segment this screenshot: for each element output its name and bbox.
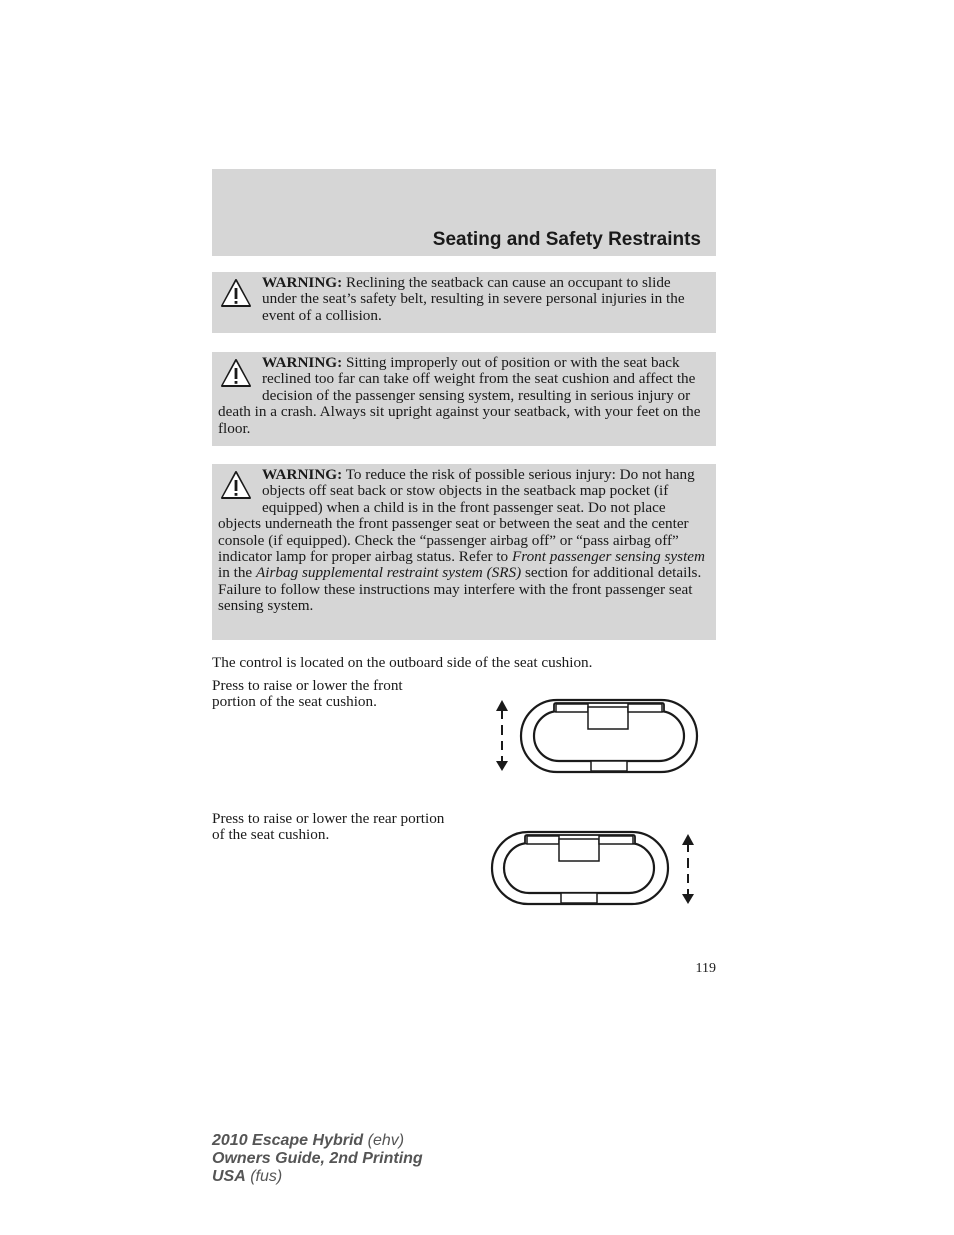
intro-paragraph: The control is located on the outboard side of the seat cushion. (212, 654, 593, 671)
warning-box-3 (212, 464, 716, 640)
warning-text-part-2: in the (218, 564, 256, 582)
seat-control-switch-icon (521, 700, 697, 772)
warning-label: WARNING: (262, 274, 343, 291)
front-instruction: Press to raise or lower the front portion of the seat cushion. (212, 677, 403, 711)
rear-instruction: Press to raise or lower the rear portion of the seat cushion. (212, 810, 445, 844)
warning-box-2 (212, 352, 716, 446)
footer-line-2: Owners Guide, 2nd Printing (212, 1150, 423, 1167)
warning-reference-1: Front passenger sensing system (511, 548, 706, 566)
warning-triangle-icon (220, 470, 252, 502)
section-header (212, 169, 716, 256)
document-footer (212, 1132, 423, 1186)
warning-label: WARNING: (262, 354, 343, 371)
warning-text: Sitting improperly out of position or with the seat back reclined too far can take off weight from the seat cushion and affect the decision of the passenger sensing system, resulting in serious injury or death in a crash. Always sit upright against your seatback, with your feet on the floor. (218, 354, 701, 437)
warning-label: WARNING: (262, 466, 343, 483)
warning-reference-2: Airbag supplemental restraint system (SRS) (255, 564, 522, 582)
section-title: Seating and Safety Restraints (432, 229, 701, 250)
footer-line-3: USA (fus) (212, 1168, 283, 1185)
seat-control-switch-icon (492, 832, 668, 904)
warning-text: Reclining the seatback can cause an occupant to slide under the seat’s safety belt, resulting in severe personal injuries in the event of a collision. (262, 274, 685, 324)
up-down-arrow-icon (682, 834, 694, 904)
warning-triangle-icon (220, 278, 252, 310)
warning-text-part-3: section for additional details. Failure to follow these instructions may interfere with the front passenger seat sensing system. (218, 564, 702, 615)
warning-box-1 (212, 272, 716, 333)
rear-cushion-control-illustration (489, 830, 701, 910)
page-number: 119 (695, 961, 716, 976)
front-cushion-control-illustration (490, 695, 702, 777)
footer-line-1: 2010 Escape Hybrid (ehv) (212, 1132, 405, 1149)
warning-text-part-1: To reduce the risk of possible serious injury: Do not hang objects off seat back or stow objects in the seatback map pocket (if equipped) when a child is in the front passenger seat. Do not place objects underneath the front passenger seat or between the seat and the center console (if equipped). Check the “passenger airbag off” or “pass airbag off” indicator lamp for proper airbag status. Refer to (218, 466, 695, 566)
up-down-arrow-icon (496, 700, 508, 771)
warning-triangle-icon (220, 358, 252, 390)
